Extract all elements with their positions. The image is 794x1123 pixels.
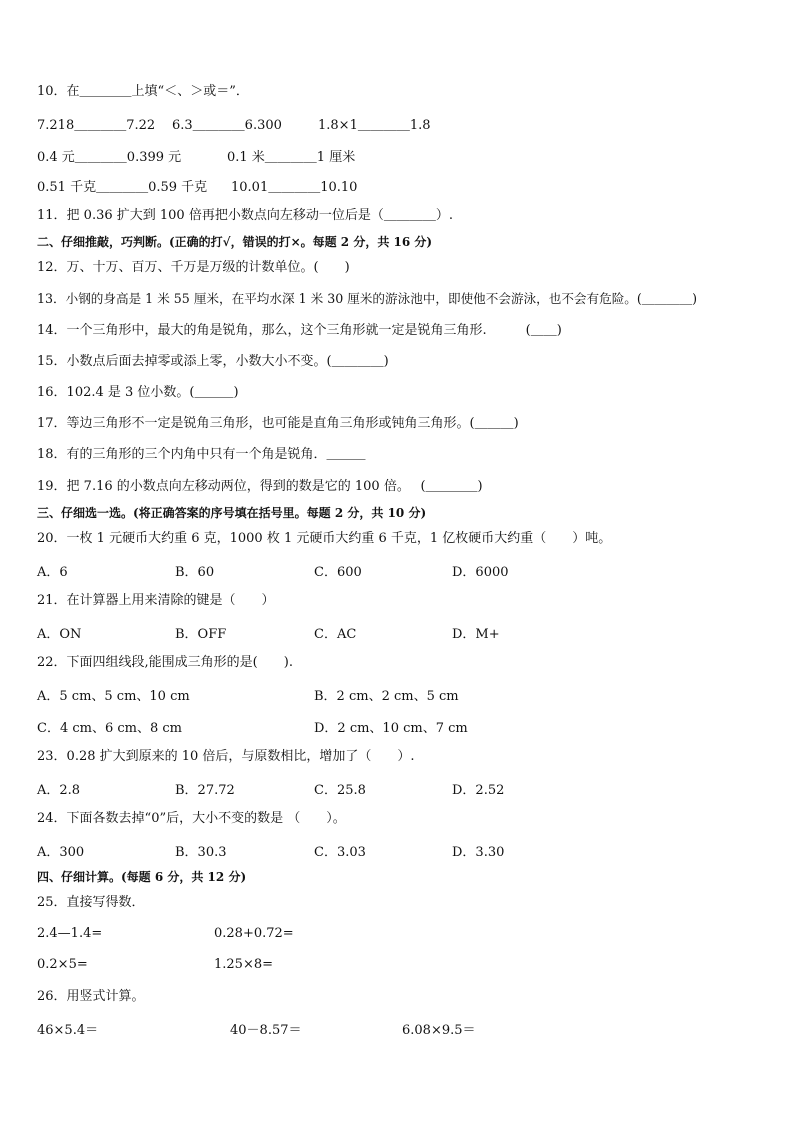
q25-item: 1.25×8=	[214, 957, 274, 972]
q20-option-b: B．60	[175, 565, 215, 580]
q23-option-b: B．27.72	[175, 783, 235, 798]
q20-option-d: D．6000	[452, 565, 509, 580]
q24-option-b: B．30.3	[175, 845, 227, 860]
q10-item: 0.51 千克＿＿＿＿0.59 千克	[37, 180, 208, 195]
q21-option-c: C．AC	[314, 627, 357, 642]
q22-option-c: C．4 cm、6 cm、8 cm	[37, 721, 182, 736]
q20-stem: 20．一枚 1 元硬币大约重 6 克，1000 枚 1 元硬币大约重 6 千克，1 亿枚硬币大约重（ ）吨。	[37, 531, 612, 546]
q19-text: 19．把 7.16 的小数点向左移动两位，得到的数是它的 100 倍。 (＿＿＿＿)	[37, 479, 483, 494]
q26-item: 6.08×9.5＝	[402, 1023, 476, 1038]
q20-option-a: A．6	[37, 565, 68, 580]
q22-option-a: A．5 cm、5 cm、10 cm	[37, 689, 190, 704]
q18-text: 18．有的三角形的三个内角中只有一个角是锐角．＿＿＿	[37, 447, 366, 462]
q15-text: 15．小数点后面去掉零或添上零，小数大小不变。(＿＿＿＿)	[37, 354, 389, 369]
q22-stem: 22．下面四组线段,能围成三角形的是( ).	[37, 655, 293, 670]
q21-option-b: B．OFF	[175, 627, 227, 642]
q22-option-d: D．2 cm、10 cm、7 cm	[314, 721, 468, 736]
section-3-heading: 三、仔细选一选。(将正确答案的序号填在括号里。每题 2 分，共 10 分)	[37, 506, 427, 520]
q16-text: 16．102.4 是 3 位小数。(＿＿＿)	[37, 385, 239, 400]
q24-option-d: D．3.30	[452, 845, 505, 860]
q23-option-a: A．2.8	[37, 783, 81, 798]
q25-stem: 25．直接写得数．	[37, 895, 145, 910]
q24-stem: 24．下面各数去掉“0”后，大小不变的数是 （ ）。	[37, 811, 346, 826]
q10-item: 0.4 元＿＿＿＿0.399 元	[37, 150, 182, 165]
section-2-heading: 二、仔细推敲，巧判断。(正确的打√，错误的打×。每题 2 分，共 16 分)	[37, 235, 433, 249]
q25-item: 0.2×5=	[37, 957, 88, 972]
q26-stem: 26．用竖式计算。	[37, 989, 145, 1004]
q10-item: 7.218＿＿＿＿7.22	[37, 118, 156, 133]
q20-option-c: C．600	[314, 565, 362, 580]
q25-item: 0.28+0.72=	[214, 926, 294, 941]
q10-stem: 10．在＿＿＿＿上填“＜、＞或＝”．	[37, 84, 249, 99]
q25-item: 2.4—1.4=	[37, 926, 103, 941]
q23-option-d: D．2.52	[452, 783, 505, 798]
q13-text: 13．小钢的身高是 1 米 55 厘米，在平均水深 1 米 30 厘米的游泳池中，即使他不会游泳，也不会有危险。(＿＿＿＿)	[37, 291, 698, 306]
q21-stem: 21．在计算器上用来清除的键是（ ）	[37, 593, 275, 608]
q14-text: 14．一个三角形中，最大的角是锐角，那么，这个三角形就一定是锐角三角形. (＿＿)	[37, 323, 562, 338]
q26-item: 40－8.57＝	[230, 1023, 302, 1038]
q11-text: 11．把 0.36 扩大到 100 倍再把小数点向左移动一位后是（＿＿＿＿）.	[37, 208, 453, 223]
q24-option-a: A．300	[37, 845, 85, 860]
q10-item: 1.8×1＿＿＿＿1.8	[318, 118, 431, 133]
q22-option-b: B．2 cm、2 cm、5 cm	[314, 689, 459, 704]
q10-item: 10.01＿＿＿＿10.10	[231, 180, 358, 195]
q12-text: 12．万、十万、百万、千万是万级的计数单位。( )	[37, 260, 350, 275]
q23-stem: 23．0.28 扩大到原来的 10 倍后，与原数相比，增加了（ ）.	[37, 749, 415, 764]
q21-option-a: A．ON	[37, 627, 82, 642]
q23-option-c: C．25.8	[314, 783, 366, 798]
q24-option-c: C．3.03	[314, 845, 366, 860]
q10-item: 6.3＿＿＿＿6.300	[172, 118, 282, 133]
q21-option-d: D．M+	[452, 627, 500, 642]
q10-item: 0.1 米＿＿＿＿1 厘米	[227, 150, 356, 165]
q17-text: 17．等边三角形不一定是锐角三角形，也可能是直角三角形或钝角三角形。(＿＿＿)	[37, 416, 519, 431]
q26-item: 46×5.4＝	[37, 1023, 99, 1038]
section-4-heading: 四、仔细计算。(每题 6 分，共 12 分)	[37, 870, 247, 884]
